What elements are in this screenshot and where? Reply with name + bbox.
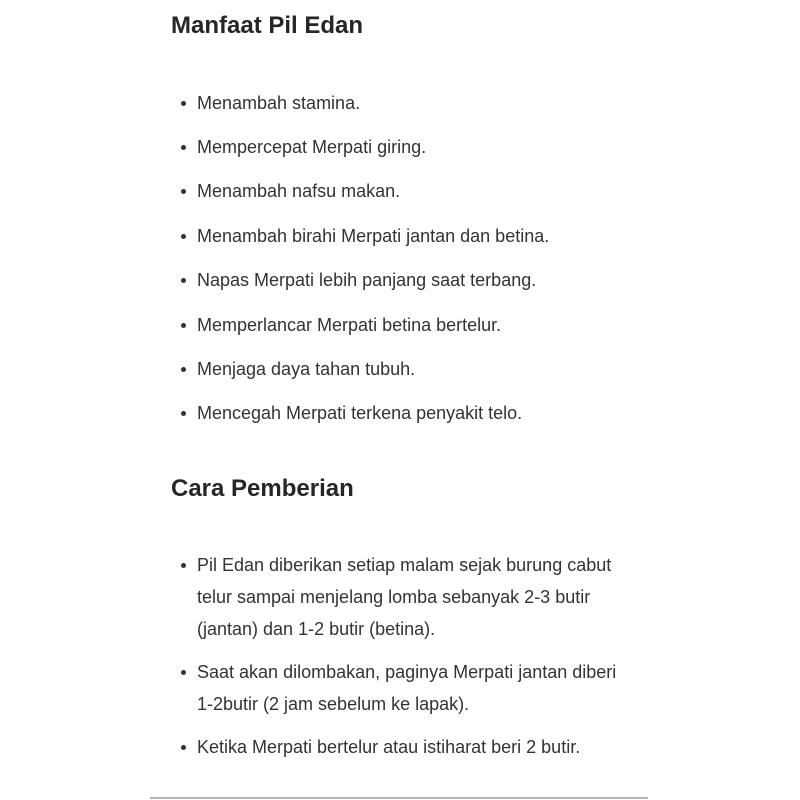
section-heading-manfaat: Manfaat Pil Edan	[171, 12, 364, 39]
bottom-divider	[150, 797, 648, 799]
bullet-icon	[181, 367, 186, 372]
list-item	[197, 131, 637, 163]
bullet-icon	[181, 278, 186, 283]
bullet-icon	[181, 101, 186, 106]
list-item	[197, 656, 637, 720]
list-item	[197, 309, 637, 341]
list-item-text: Napas Merpati lebih panjang saat terbang.	[197, 270, 537, 290]
list-item-text: Ketika Merpati bertelur atau istiharat beri 2 butir.	[197, 737, 581, 757]
list-item	[197, 87, 637, 119]
list-item-text: Mencegah Merpati terkena penyakit telo.	[197, 403, 523, 423]
list-item-text: Mempercepat Merpati giring.	[197, 137, 427, 157]
list-item	[197, 397, 637, 429]
bullet-icon	[181, 411, 186, 416]
bullet-icon	[181, 323, 186, 328]
list-item-text: Menjaga daya tahan tubuh.	[197, 359, 416, 379]
bullet-icon	[181, 745, 186, 750]
list-item-text: Memperlancar Merpati betina bertelur.	[197, 315, 502, 335]
list-item	[197, 731, 637, 763]
list-item-text: Pil Edan diberikan setiap malam sejak burung cabut telur sampai menjelang lomba sebanyak 2-3 butir (jantan) dan 1-2 butir (betina).	[197, 555, 612, 639]
list-item	[197, 220, 637, 252]
section-heading-cara-pemberian: Cara Pemberian	[171, 475, 354, 502]
list-item	[197, 175, 637, 207]
bullet-icon	[181, 145, 186, 150]
bullet-icon	[181, 563, 186, 568]
list-item	[197, 264, 637, 296]
bullet-icon	[181, 189, 186, 194]
bullet-icon	[181, 670, 186, 675]
list-item	[197, 549, 637, 645]
list-item-text: Saat akan dilombakan, paginya Merpati jantan diberi 1-2butir (2 jam sebelum ke lapak).	[197, 662, 617, 714]
list-item-text: Menambah nafsu makan.	[197, 181, 401, 201]
bullet-icon	[181, 234, 186, 239]
list-item-text: Menambah stamina.	[197, 93, 361, 113]
list-item	[197, 353, 637, 385]
list-item-text: Menambah birahi Merpati jantan dan betina.	[197, 226, 550, 246]
